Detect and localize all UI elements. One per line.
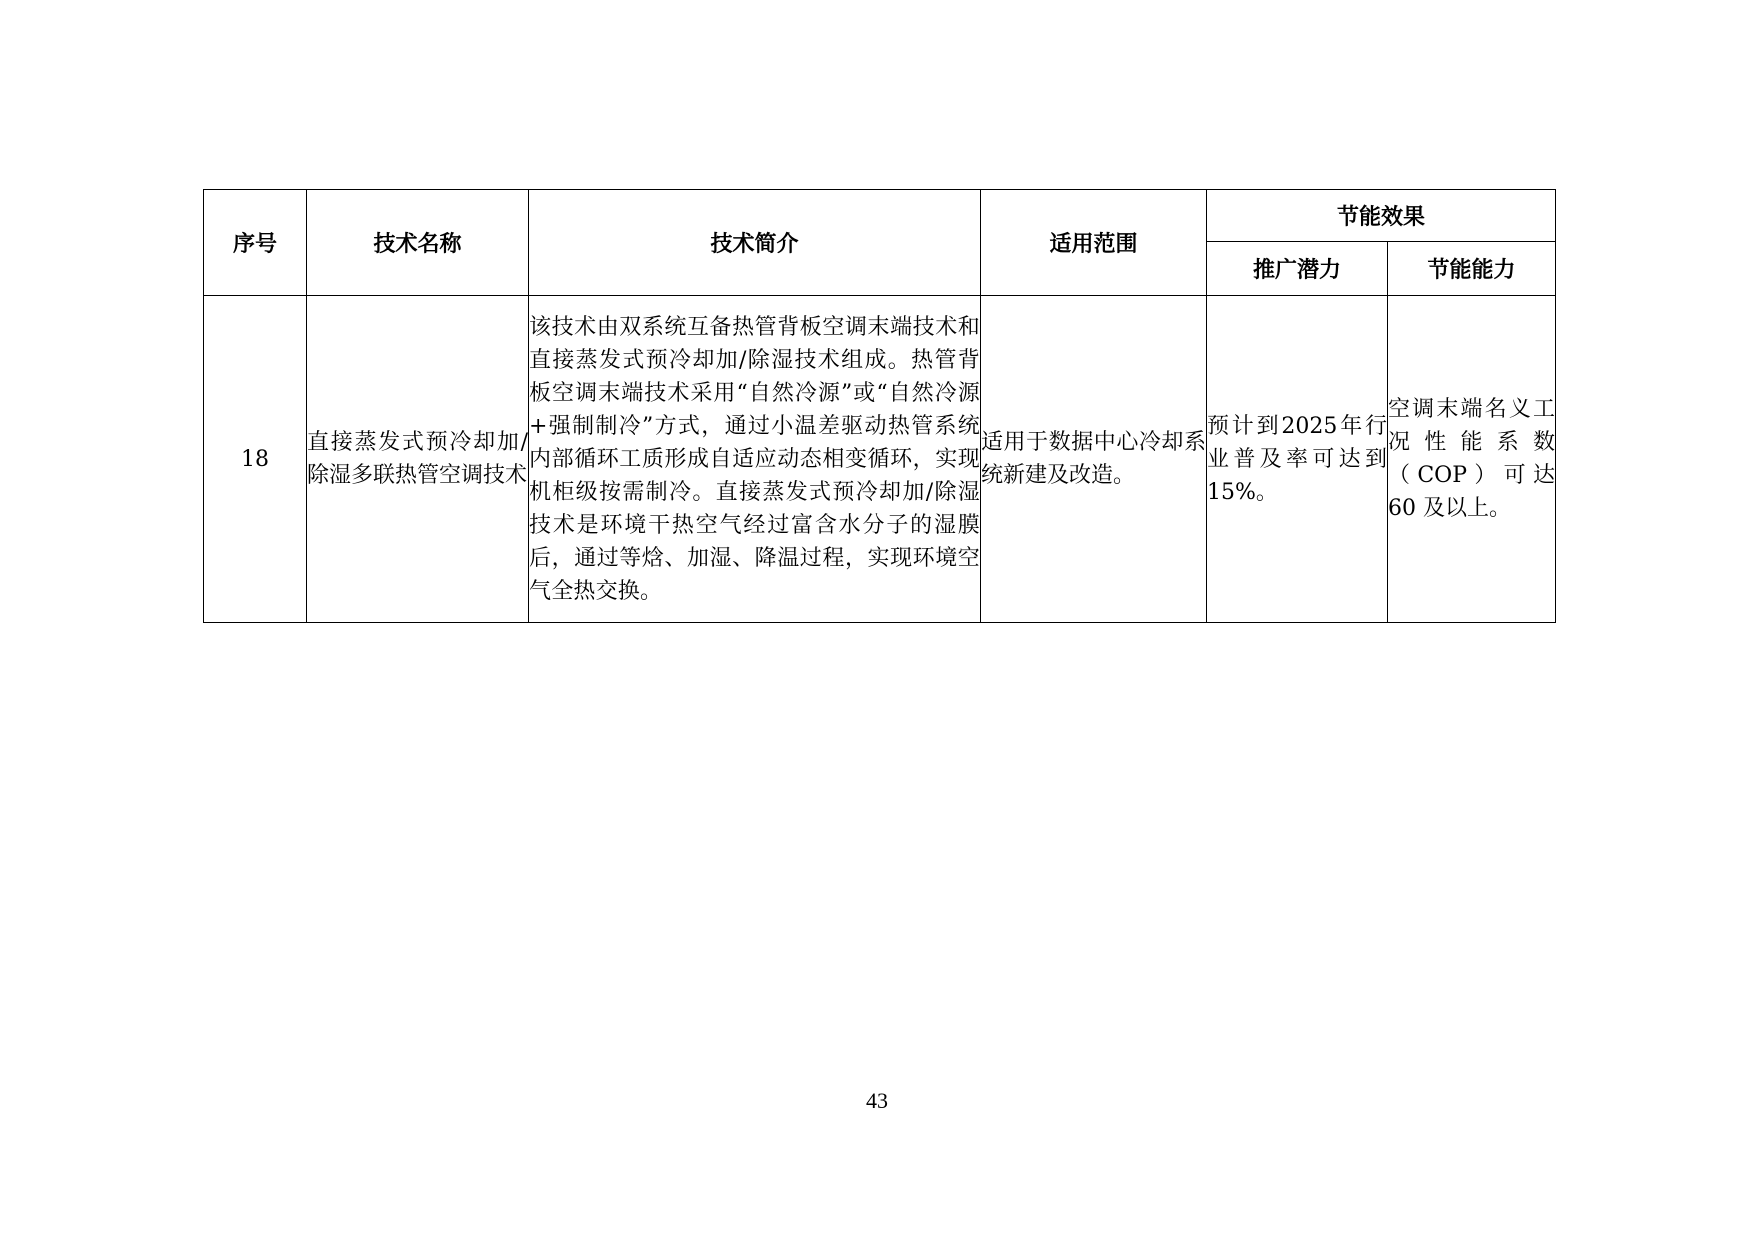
page-number: 43 — [866, 1088, 888, 1113]
cell-name: 直接蒸发式预冷却加/除湿多联热管空调技术 — [307, 296, 529, 623]
cell-scope: 适用于数据中心冷却系统新建及改造。 — [981, 296, 1207, 623]
header-capability: 节能能力 — [1388, 242, 1556, 296]
header-potential: 推广潜力 — [1207, 242, 1388, 296]
header-effect: 节能效果 — [1207, 190, 1556, 242]
header-seq: 序号 — [204, 190, 307, 296]
cell-intro: 该技术由双系统互备热管背板空调末端技术和直接蒸发式预冷却加/除湿技术组成。热管背板空调末端技术采用“自然冷源”或“自然冷源+强制制冷”方式，通过小温差驱动热管系统内部循环工质形成自适应动态相变循环，实现机柜级按需制冷。直接蒸发式预冷却加/除湿技术是环境干热空气经过富含水分子的湿膜后，通过等焓、加湿、降温过程，实现环境空气全热交换。 — [529, 296, 981, 623]
technology-table — [203, 189, 1556, 623]
header-scope: 适用范围 — [981, 190, 1207, 296]
cell-potential: 预计到2025年行业普及率可达到15%。 — [1207, 296, 1388, 623]
header-name: 技术名称 — [307, 190, 529, 296]
header-intro: 技术简介 — [529, 190, 981, 296]
cell-capability: 空调末端名义工况性能系数（COP）可达 60 及以上。 — [1388, 296, 1556, 623]
cell-seq: 18 — [204, 296, 307, 623]
table-row — [204, 296, 1556, 623]
